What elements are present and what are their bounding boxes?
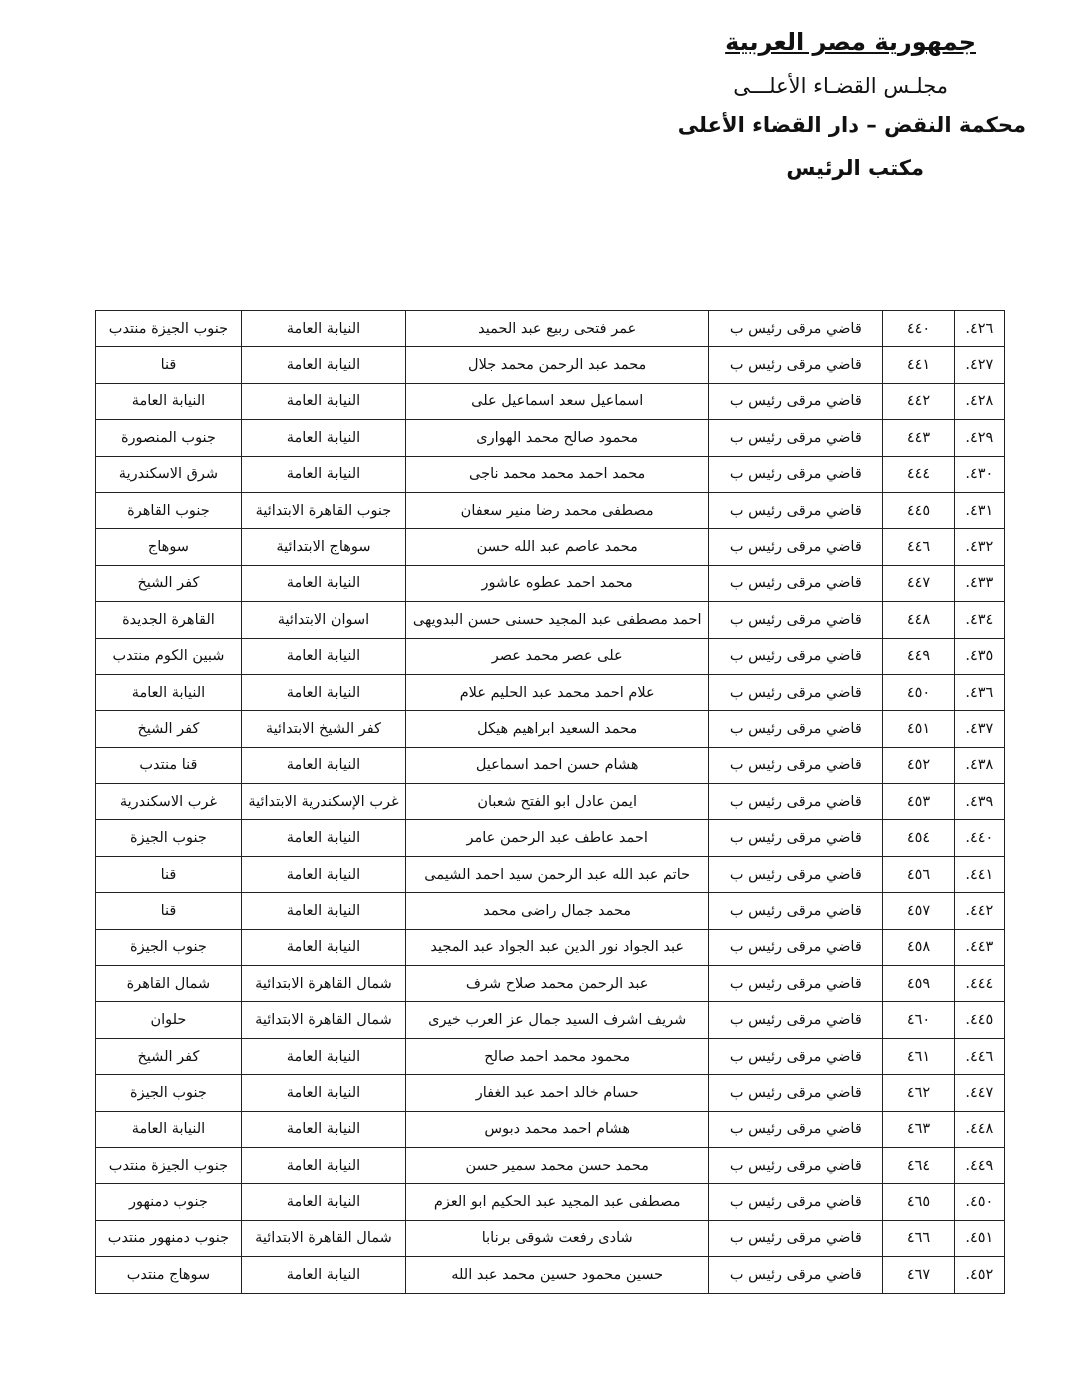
- rank-cell: قاضي مرقى رئيس ب: [709, 711, 883, 747]
- name-cell: هشام حسن احمد اسماعيل: [406, 747, 709, 783]
- name-cell: محمد احمد محمد محمد ناجى: [406, 456, 709, 492]
- table-row: [96, 311, 1005, 347]
- code-cell: ٤٤١: [883, 347, 954, 383]
- table-row: [96, 383, 1005, 419]
- code-cell: ٤٤٤: [883, 456, 954, 492]
- name-cell: علام احمد محمد عبد الحليم علام: [406, 674, 709, 710]
- destination-cell: النيابة العامة: [241, 311, 405, 347]
- destination-cell: النيابة العامة: [241, 565, 405, 601]
- judges-table-body: [96, 311, 1005, 1294]
- name-cell: احمد عاطف عبد الرحمن عامر: [406, 820, 709, 856]
- rank-cell: قاضي مرقى رئيس ب: [709, 1038, 883, 1074]
- table-row: [96, 893, 1005, 929]
- serial-cell: ٤٣٣.: [954, 565, 1004, 601]
- table-row: [96, 638, 1005, 674]
- destination-cell: شمال القاهرة الابتدائية: [241, 1002, 405, 1038]
- code-cell: ٤٤٠: [883, 311, 954, 347]
- table-row: [96, 1184, 1005, 1220]
- location-cell: جنوب الجيزة منتدب: [96, 1147, 242, 1183]
- destination-cell: النيابة العامة: [241, 1257, 405, 1293]
- name-cell: عمر فتحى ربيع عبد الحميد: [406, 311, 709, 347]
- code-cell: ٤٥٣: [883, 784, 954, 820]
- name-cell: هشام احمد محمد دبوس: [406, 1111, 709, 1147]
- location-cell: جنوب القاهرة: [96, 492, 242, 528]
- destination-cell: النيابة العامة: [241, 856, 405, 892]
- code-cell: ٤٥٤: [883, 820, 954, 856]
- serial-cell: ٤٤٣.: [954, 929, 1004, 965]
- table-row: [96, 820, 1005, 856]
- location-cell: قنا: [96, 856, 242, 892]
- letterhead: [600, 28, 1026, 180]
- destination-cell: النيابة العامة: [241, 456, 405, 492]
- location-cell: جنوب دمنهور منتدب: [96, 1220, 242, 1256]
- serial-cell: ٤٢٦.: [954, 311, 1004, 347]
- rank-cell: قاضي مرقى رئيس ب: [709, 1220, 883, 1256]
- rank-cell: قاضي مرقى رئيس ب: [709, 1184, 883, 1220]
- destination-cell: النيابة العامة: [241, 1111, 405, 1147]
- judges-table: [95, 310, 1005, 1294]
- rank-cell: قاضي مرقى رئيس ب: [709, 1111, 883, 1147]
- location-cell: جنوب الجيزة: [96, 820, 242, 856]
- serial-cell: ٤٣٦.: [954, 674, 1004, 710]
- name-cell: حسام خالد احمد عبد الغفار: [406, 1075, 709, 1111]
- table-row: [96, 1111, 1005, 1147]
- name-cell: محمد عاصم عبد الله حسن: [406, 529, 709, 565]
- code-cell: ٤٥٢: [883, 747, 954, 783]
- rank-cell: قاضي مرقى رئيس ب: [709, 311, 883, 347]
- destination-cell: اسوان الابتدائية: [241, 602, 405, 638]
- letterhead-country: جمهورية مصر العربية: [725, 28, 976, 56]
- table-row: [96, 1147, 1005, 1183]
- table-row: [96, 565, 1005, 601]
- serial-cell: ٤٣٨.: [954, 747, 1004, 783]
- serial-cell: ٤٣٥.: [954, 638, 1004, 674]
- serial-cell: ٤٤٠.: [954, 820, 1004, 856]
- table-row: [96, 856, 1005, 892]
- table-row: [96, 492, 1005, 528]
- name-cell: عبد الجواد نور الدين عبد الجواد عبد المجيد: [406, 929, 709, 965]
- serial-cell: ٤٤٥.: [954, 1002, 1004, 1038]
- serial-cell: ٤٤٨.: [954, 1111, 1004, 1147]
- table-row: [96, 1002, 1005, 1038]
- serial-cell: ٤٢٧.: [954, 347, 1004, 383]
- destination-cell: شمال القاهرة الابتدائية: [241, 966, 405, 1002]
- name-cell: حاتم عبد الله عبد الرحمن سيد احمد الشيمى: [406, 856, 709, 892]
- destination-cell: النيابة العامة: [241, 929, 405, 965]
- serial-cell: ٤٣٤.: [954, 602, 1004, 638]
- rank-cell: قاضي مرقى رئيس ب: [709, 383, 883, 419]
- location-cell: كفر الشيخ: [96, 565, 242, 601]
- table-row: [96, 784, 1005, 820]
- code-cell: ٤٥٩: [883, 966, 954, 1002]
- code-cell: ٤٦٧: [883, 1257, 954, 1293]
- code-cell: ٤٥٦: [883, 856, 954, 892]
- rank-cell: قاضي مرقى رئيس ب: [709, 674, 883, 710]
- letterhead-council: مجلـس القضـاء الأعلـــى: [733, 74, 948, 98]
- rank-cell: قاضي مرقى رئيس ب: [709, 893, 883, 929]
- rank-cell: قاضي مرقى رئيس ب: [709, 420, 883, 456]
- location-cell: قنا: [96, 893, 242, 929]
- table-row: [96, 674, 1005, 710]
- table-row: [96, 1075, 1005, 1111]
- table-row: [96, 347, 1005, 383]
- destination-cell: النيابة العامة: [241, 820, 405, 856]
- destination-cell: النيابة العامة: [241, 1038, 405, 1074]
- location-cell: شمال القاهرة: [96, 966, 242, 1002]
- rank-cell: قاضي مرقى رئيس ب: [709, 529, 883, 565]
- destination-cell: النيابة العامة: [241, 893, 405, 929]
- name-cell: محمد جمال راضى محمد: [406, 893, 709, 929]
- table-row: [96, 747, 1005, 783]
- code-cell: ٤٥٨: [883, 929, 954, 965]
- code-cell: ٤٦٣: [883, 1111, 954, 1147]
- location-cell: القاهرة الجديدة: [96, 602, 242, 638]
- rank-cell: قاضي مرقى رئيس ب: [709, 929, 883, 965]
- location-cell: كفر الشيخ: [96, 711, 242, 747]
- code-cell: ٤٤٩: [883, 638, 954, 674]
- destination-cell: النيابة العامة: [241, 747, 405, 783]
- code-cell: ٤٦٢: [883, 1075, 954, 1111]
- serial-cell: ٤٤٢.: [954, 893, 1004, 929]
- table-row: [96, 966, 1005, 1002]
- serial-cell: ٤٤٦.: [954, 1038, 1004, 1074]
- location-cell: جنوب الجيزة منتدب: [96, 311, 242, 347]
- location-cell: سوهاج منتدب: [96, 1257, 242, 1293]
- name-cell: حسين محمود حسين محمد عبد الله: [406, 1257, 709, 1293]
- code-cell: ٤٦١: [883, 1038, 954, 1074]
- rank-cell: قاضي مرقى رئيس ب: [709, 492, 883, 528]
- rank-cell: قاضي مرقى رئيس ب: [709, 602, 883, 638]
- name-cell: اسماعيل سعد اسماعيل على: [406, 383, 709, 419]
- serial-cell: ٤٥٠.: [954, 1184, 1004, 1220]
- location-cell: النيابة العامة: [96, 674, 242, 710]
- serial-cell: ٤٢٨.: [954, 383, 1004, 419]
- rank-cell: قاضي مرقى رئيس ب: [709, 856, 883, 892]
- rank-cell: قاضي مرقى رئيس ب: [709, 784, 883, 820]
- destination-cell: النيابة العامة: [241, 383, 405, 419]
- location-cell: قنا منتدب: [96, 747, 242, 783]
- destination-cell: النيابة العامة: [241, 420, 405, 456]
- location-cell: سوهاج: [96, 529, 242, 565]
- destination-cell: النيابة العامة: [241, 347, 405, 383]
- name-cell: احمد مصطفى عبد المجيد حسنى حسن البدويهى: [406, 602, 709, 638]
- rank-cell: قاضي مرقى رئيس ب: [709, 747, 883, 783]
- rank-cell: قاضي مرقى رئيس ب: [709, 820, 883, 856]
- table-row: [96, 1220, 1005, 1256]
- table-row: [96, 1038, 1005, 1074]
- name-cell: شادى رفعت شوقى برنابا: [406, 1220, 709, 1256]
- location-cell: حلوان: [96, 1002, 242, 1038]
- location-cell: غرب الاسكندرية: [96, 784, 242, 820]
- location-cell: جنوب المنصورة: [96, 420, 242, 456]
- name-cell: محمد احمد عطوه عاشور: [406, 565, 709, 601]
- rank-cell: قاضي مرقى رئيس ب: [709, 966, 883, 1002]
- name-cell: محمد عبد الرحمن محمد جلال: [406, 347, 709, 383]
- location-cell: النيابة العامة: [96, 383, 242, 419]
- destination-cell: النيابة العامة: [241, 638, 405, 674]
- destination-cell: كفر الشيخ الابتدائية: [241, 711, 405, 747]
- code-cell: ٤٤٣: [883, 420, 954, 456]
- serial-cell: ٤٤٤.: [954, 966, 1004, 1002]
- destination-cell: النيابة العامة: [241, 1184, 405, 1220]
- destination-cell: النيابة العامة: [241, 674, 405, 710]
- code-cell: ٤٤٨: [883, 602, 954, 638]
- code-cell: ٤٦٤: [883, 1147, 954, 1183]
- location-cell: النيابة العامة: [96, 1111, 242, 1147]
- name-cell: محمود صالح محمد الهوارى: [406, 420, 709, 456]
- code-cell: ٤٦٠: [883, 1002, 954, 1038]
- rank-cell: قاضي مرقى رئيس ب: [709, 456, 883, 492]
- name-cell: محمد حسن محمد سمير حسن: [406, 1147, 709, 1183]
- rank-cell: قاضي مرقى رئيس ب: [709, 1002, 883, 1038]
- name-cell: على عصر محمد عصر: [406, 638, 709, 674]
- rank-cell: قاضي مرقى رئيس ب: [709, 347, 883, 383]
- table-row: [96, 1257, 1005, 1293]
- serial-cell: ٤٢٩.: [954, 420, 1004, 456]
- location-cell: شبين الكوم منتدب: [96, 638, 242, 674]
- code-cell: ٤٤٧: [883, 565, 954, 601]
- table-row: [96, 711, 1005, 747]
- table-row: [96, 420, 1005, 456]
- name-cell: محمود محمد احمد صالح: [406, 1038, 709, 1074]
- destination-cell: جنوب القاهرة الابتدائية: [241, 492, 405, 528]
- location-cell: شرق الاسكندرية: [96, 456, 242, 492]
- name-cell: عبد الرحمن محمد صلاح شرف: [406, 966, 709, 1002]
- location-cell: جنوب الجيزة: [96, 929, 242, 965]
- name-cell: مصطفى عبد المجيد عبد الحكيم ابو العزم: [406, 1184, 709, 1220]
- letterhead-office: مكتب الرئيس: [786, 156, 924, 180]
- table-row: [96, 529, 1005, 565]
- serial-cell: ٤٤٩.: [954, 1147, 1004, 1183]
- destination-cell: شمال القاهرة الابتدائية: [241, 1220, 405, 1256]
- destination-cell: النيابة العامة: [241, 1147, 405, 1183]
- serial-cell: ٤٣٠.: [954, 456, 1004, 492]
- code-cell: ٤٤٥: [883, 492, 954, 528]
- rank-cell: قاضي مرقى رئيس ب: [709, 1257, 883, 1293]
- rank-cell: قاضي مرقى رئيس ب: [709, 1147, 883, 1183]
- serial-cell: ٤٥١.: [954, 1220, 1004, 1256]
- location-cell: جنوب دمنهور: [96, 1184, 242, 1220]
- code-cell: ٤٥٠: [883, 674, 954, 710]
- location-cell: قنا: [96, 347, 242, 383]
- serial-cell: ٤٥٢.: [954, 1257, 1004, 1293]
- serial-cell: ٤٤١.: [954, 856, 1004, 892]
- name-cell: شريف اشرف السيد جمال عز العرب خيرى: [406, 1002, 709, 1038]
- code-cell: ٤٤٢: [883, 383, 954, 419]
- code-cell: ٤٦٥: [883, 1184, 954, 1220]
- rank-cell: قاضي مرقى رئيس ب: [709, 565, 883, 601]
- rank-cell: قاضي مرقى رئيس ب: [709, 1075, 883, 1111]
- table-row: [96, 602, 1005, 638]
- serial-cell: ٤٤٧.: [954, 1075, 1004, 1111]
- rank-cell: قاضي مرقى رئيس ب: [709, 638, 883, 674]
- destination-cell: النيابة العامة: [241, 1075, 405, 1111]
- destination-cell: غرب الإسكندرية الابتدائية: [241, 784, 405, 820]
- code-cell: ٤٤٦: [883, 529, 954, 565]
- code-cell: ٤٦٦: [883, 1220, 954, 1256]
- name-cell: مصطفى محمد رضا منير سعفان: [406, 492, 709, 528]
- serial-cell: ٤٣٧.: [954, 711, 1004, 747]
- table-row: [96, 929, 1005, 965]
- serial-cell: ٤٣٩.: [954, 784, 1004, 820]
- table-row: [96, 456, 1005, 492]
- serial-cell: ٤٣٢.: [954, 529, 1004, 565]
- location-cell: كفر الشيخ: [96, 1038, 242, 1074]
- destination-cell: سوهاج الابتدائية: [241, 529, 405, 565]
- letterhead-court: محكمة النقض – دار القضاء الأعلى: [677, 113, 1026, 137]
- name-cell: محمد السعيد ابراهيم هيكل: [406, 711, 709, 747]
- serial-cell: ٤٣١.: [954, 492, 1004, 528]
- code-cell: ٤٥٧: [883, 893, 954, 929]
- name-cell: ايمن عادل ابو الفتح شعبان: [406, 784, 709, 820]
- location-cell: جنوب الجيزة: [96, 1075, 242, 1111]
- code-cell: ٤٥١: [883, 711, 954, 747]
